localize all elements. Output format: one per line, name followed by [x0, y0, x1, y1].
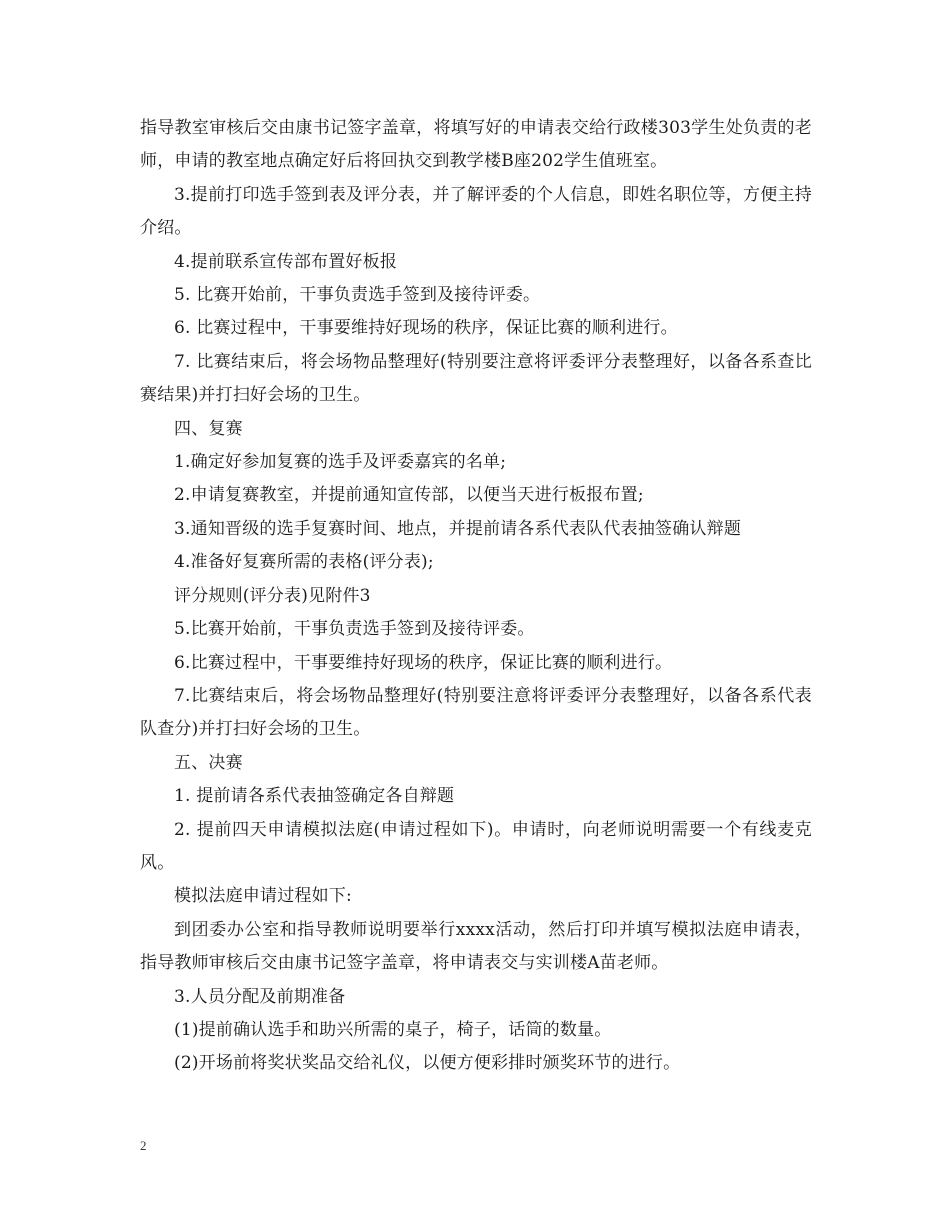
- paragraph: 5.比赛开始前，干事负责选手签到及接待评委。: [174, 619, 535, 640]
- paragraph: 5. 比赛开始前，干事负责选手签到及接待评委。: [174, 285, 541, 306]
- section-heading: 五、决赛: [174, 752, 243, 773]
- paragraph: 7. 比赛结束后，将会场物品整理好(特别要注意将评委评分表整理好，以备各系查比赛结果)并打扫好会场的卫生。: [140, 351, 812, 406]
- paragraph: 指导教室审核后交由康书记签字盖章，将填写好的申请表交给行政楼303学生处负责的老师，申请的教室地点确定好后将回执交到教学楼B座202学生值班室。: [140, 118, 812, 172]
- paragraph: 到团委办公室和指导教师说明要举行xxxx活动，然后打印并填写模拟法庭申请表，指导教师审核后交由康书记签字盖章，将申请表交与实训楼A苗老师。: [140, 919, 812, 974]
- document-body: [140, 112, 812, 1081]
- paragraph: 4.准备好复赛所需的表格(评分表);: [174, 552, 434, 573]
- paragraph: 6. 比赛过程中，干事要维持好现场的秩序，保证比赛的顺利进行。: [174, 318, 678, 339]
- paragraph: (2)开场前将奖状奖品交给礼仪，以便方便彩排时颁奖环节的进行。: [174, 1053, 681, 1074]
- paragraph: 1. 提前请各系代表抽签确定各自辩题: [174, 786, 455, 807]
- paragraph: 4.提前联系宣传部布置好板报: [174, 251, 398, 272]
- paragraph: 3.通知晋级的选手复赛时间、地点，并提前请各系代表队代表抽签确认辩题: [174, 518, 742, 539]
- paragraph: 2.申请复赛教室，并提前通知宣传部，以便当天进行板报布置;: [174, 485, 644, 506]
- paragraph: (1)提前确认选手和助兴所需的桌子，椅子，话筒的数量。: [174, 1019, 612, 1040]
- paragraph: 评分规则(评分表)见附件3: [174, 585, 371, 606]
- paragraph: 模拟法庭申请过程如下:: [174, 886, 352, 907]
- paragraph: 1.确定好参加复赛的选手及评委嘉宾的名单;: [174, 452, 507, 473]
- page-number: 2: [140, 1138, 147, 1153]
- paragraph: 2. 提前四天申请模拟法庭(申请过程如下)。申请时，向老师说明需要一个有线麦克风。: [140, 819, 812, 873]
- section-heading: 四、复赛: [174, 418, 243, 439]
- paragraph: 6.比赛过程中，干事要维持好现场的秩序，保证比赛的顺利进行。: [174, 652, 673, 673]
- paragraph: 7.比赛结束后，将会场物品整理好(特别要注意将评委评分表整理好，以备各系代表队查分)并打扫好会场的卫生。: [140, 685, 812, 740]
- paragraph: 3.人员分配及前期准备: [174, 986, 346, 1007]
- paragraph: 3.提前打印选手签到表及评分表，并了解评委的个人信息，即姓名职位等，方便主持介绍。: [140, 184, 812, 239]
